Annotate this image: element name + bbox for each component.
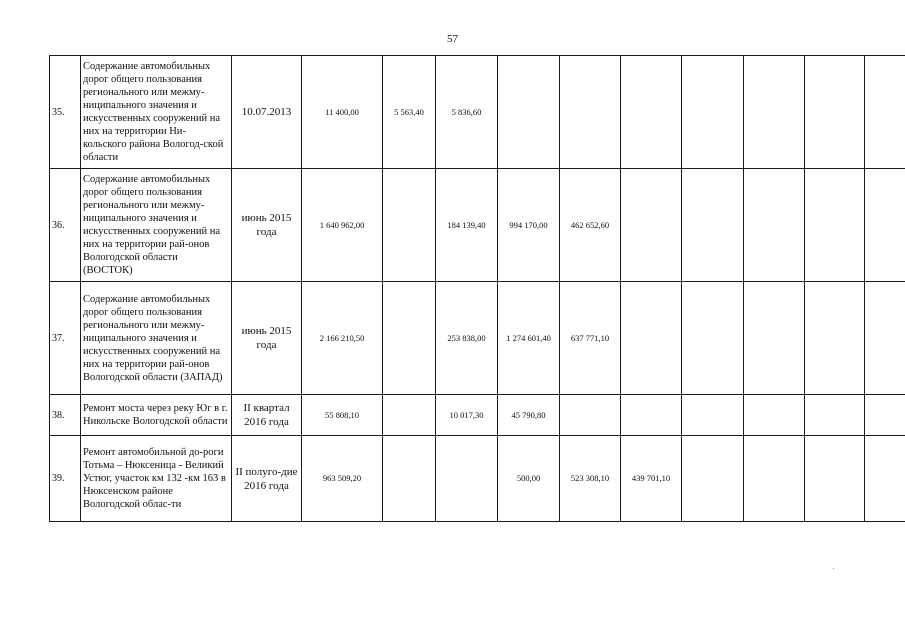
value-cell	[744, 395, 805, 436]
value-cell	[865, 56, 905, 169]
table-row	[50, 169, 905, 282]
value-cell	[383, 282, 436, 395]
value-cell	[805, 56, 865, 169]
value-cell	[744, 56, 805, 169]
value-cell: 10 017,30	[436, 395, 498, 436]
value-cell	[383, 395, 436, 436]
value-cell: 2 166 210,50	[302, 282, 383, 395]
value-cell	[621, 56, 682, 169]
value-cell	[865, 282, 905, 395]
row-number-cell: 36.	[50, 169, 81, 282]
value-cell	[865, 395, 905, 436]
value-cell	[560, 56, 621, 169]
value-cell	[682, 169, 744, 282]
date-cell: июнь 2015 года	[232, 169, 302, 282]
table-row	[50, 436, 905, 522]
row-number-cell: 37.	[50, 282, 81, 395]
row-number-cell: 35.	[50, 56, 81, 169]
table-row	[50, 282, 905, 395]
value-cell	[805, 169, 865, 282]
description-cell: Содержание автомобильных дорог общего пользования регионального или межму-ниципального значения и искусственных сооружений на них на территории рай-онов Вологодской области (ВОСТОК)	[81, 169, 232, 282]
table-row	[50, 395, 905, 436]
value-cell	[621, 282, 682, 395]
table-row	[50, 56, 905, 169]
value-cell	[560, 395, 621, 436]
value-cell	[682, 282, 744, 395]
description-cell: Содержание автомобильных дорог общего пользования регионального или межму-ниципального значения и искусственных сооружений на них на территории рай-онов Вологодской области (ЗАПАД)	[81, 282, 232, 395]
value-cell	[621, 169, 682, 282]
value-cell: 1 640 962,00	[302, 169, 383, 282]
value-cell	[865, 436, 905, 522]
value-cell: 500,00	[498, 436, 560, 522]
description-cell: Ремонт автомобильной до-роги Тотьма – Нюксеница - Великий Устюг, участок км 132 -км 163 в Нюксенском районе Вологодской облас-ти	[81, 436, 232, 522]
scan-dot	[833, 568, 834, 569]
value-cell	[436, 436, 498, 522]
value-cell: 45 790,80	[498, 395, 560, 436]
value-cell: 11 400,00	[302, 56, 383, 169]
value-cell: 523 308,10	[560, 436, 621, 522]
value-cell	[805, 436, 865, 522]
value-cell: 184 139,40	[436, 169, 498, 282]
value-cell	[744, 282, 805, 395]
value-cell: 994 170,00	[498, 169, 560, 282]
description-cell: Содержание автомобильных дорог общего пользования регионального или межму-ниципального значения и искусственных сооружений на них на территории Ни-кольского района Вологод-ской области	[81, 56, 232, 169]
value-cell	[682, 56, 744, 169]
value-cell	[744, 169, 805, 282]
value-cell: 55 808,10	[302, 395, 383, 436]
value-cell: 637 771,10	[560, 282, 621, 395]
value-cell: 439 701,10	[621, 436, 682, 522]
value-cell: 462 652,60	[560, 169, 621, 282]
value-cell: 963 509,20	[302, 436, 383, 522]
value-cell	[682, 395, 744, 436]
value-cell: 5 563,40	[383, 56, 436, 169]
value-cell	[621, 395, 682, 436]
row-number-cell: 39.	[50, 436, 81, 522]
description-cell: Ремонт моста через реку Юг в г. Никольске Вологодской области	[81, 395, 232, 436]
value-cell: 1 274 601,40	[498, 282, 560, 395]
value-cell	[383, 436, 436, 522]
value-cell	[865, 169, 905, 282]
value-cell	[805, 282, 865, 395]
value-cell	[805, 395, 865, 436]
date-cell: II полуго-дие 2016 года	[232, 436, 302, 522]
data-table	[49, 55, 905, 522]
date-cell: 10.07.2013	[232, 56, 302, 169]
row-number-cell: 38.	[50, 395, 81, 436]
value-cell	[383, 169, 436, 282]
value-cell	[682, 436, 744, 522]
value-cell: 5 836,60	[436, 56, 498, 169]
page-number: 57	[447, 33, 458, 45]
date-cell: II квартал 2016 года	[232, 395, 302, 436]
value-cell	[498, 56, 560, 169]
date-cell: июнь 2015 года	[232, 282, 302, 395]
value-cell	[744, 436, 805, 522]
value-cell: 253 838,00	[436, 282, 498, 395]
